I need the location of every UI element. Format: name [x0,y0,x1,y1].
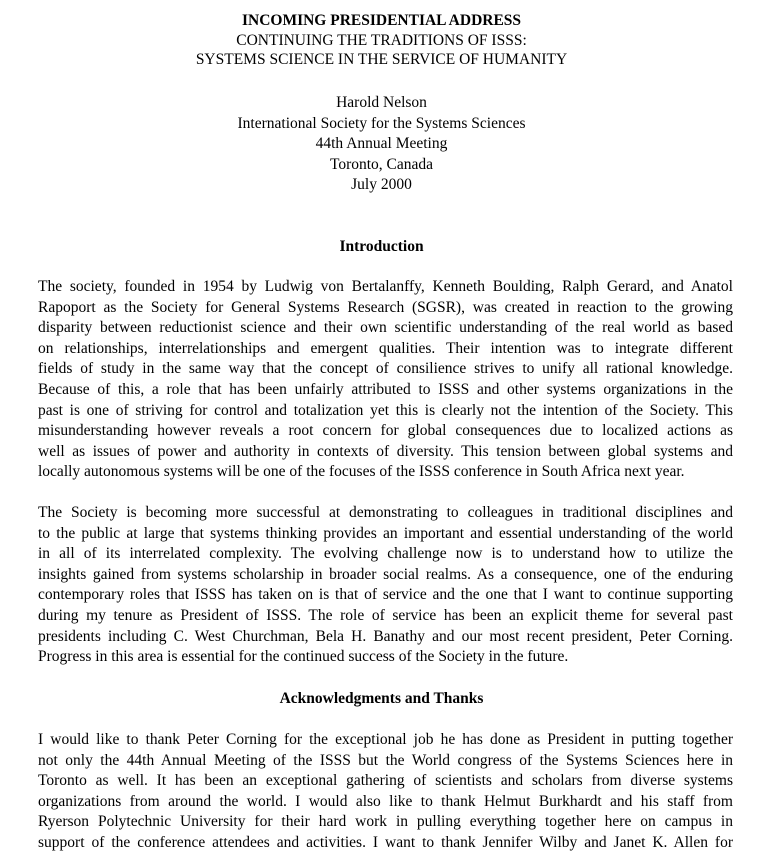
paragraph-line: fields of study in the same way that the concept of consilience strives to unify all rational knowledge. [38,360,733,378]
paragraph-line: insights gained from systems scholarship in broader social realms. As a consequence, one of the enduring [38,565,733,583]
paragraph-line: Because of this, a role that has been unfairly attributed to ISSS and other systems organizations in the [38,380,733,398]
introduction-heading: Introduction [339,238,424,255]
paragraph-line: well as issues of power and authority in contexts of diversity. This tension between global systems and [38,442,733,460]
author-organization: International Society for the Systems Sciences [237,114,526,132]
intro-paragraph-1 [38,277,733,483]
acknowledgments-paragraph-1 [38,730,733,854]
paragraph-line: I would like to thank Peter Corning for the exceptional job he has done as President in putting together [38,731,733,748]
title-line-1: INCOMING PRESIDENTIAL ADDRESS [241,12,522,29]
paragraph-line: to the public at large that systems thinking provides an important and essential understanding of the world [38,524,733,542]
paragraph-line: in all of its interrelated complexity. The evolving challenge now is to understand how to utilize the [38,545,733,563]
intro-paragraph-2 [38,503,733,668]
paragraph-line: Toronto as well. It has been an exceptional gathering of scientists and scholars from diverse systems [38,772,733,790]
meeting-date: July 2000 [351,176,412,193]
paragraph-line: locally autonomous systems will be one of the focuses of the ISSS conference in South Africa next year. [38,463,685,481]
author-name: Harold Nelson [336,94,427,111]
author-block [0,93,763,196]
meeting-name: 44th Annual Meeting [315,135,448,152]
paragraph-line: contemporary roles that ISSS has taken on is that of service and the one that I want to continue supporting [38,586,733,604]
paragraph-line: during my tenure as President of ISSS. The role of service has been an explicit theme for several past [38,606,733,624]
paragraph-line: presidents including C. West Churchman, Bela H. Banathy and our most recent president, Peter Corning. [38,627,733,645]
address-subtitle [0,31,763,70]
address-title [0,11,763,31]
paragraph-line: Ryerson Polytechnic University for their hard work in pulling everything together here on campus in [38,813,733,831]
paragraph-line: organizations from around the world. I would also like to thank Helmut Burkhardt and his staff from [38,792,733,810]
paragraph-line: Progress in this area is essential for the continued success of the Society in the future. [38,648,569,666]
acknowledgments-heading: Acknowledgments and Thanks [279,690,484,707]
title-line-3: SYSTEMS SCIENCE IN THE SERVICE OF HUMANITY [195,51,568,68]
paragraph-line: misunderstanding however reveals a root concern for global consequences due to localized actions as [38,422,733,440]
paragraph-line: on relationships, interrelationships and emergent qualities. Their intention was to integrate different [38,339,733,357]
title-line-2: CONTINUING THE TRADITIONS OF ISSS: [236,31,527,49]
paragraph-line: Rapoport as the Society for General Systems Research (SGSR), was created in reaction to the growing [38,298,733,316]
paragraph-line: not only the 44th Annual Meeting of the ISSS but the World congress of the Systems Sciences here in [38,751,733,769]
paragraph-line: support of the conference attendees and activities. I want to thank Jennifer Wilby and Janet K. Allen for [38,833,733,851]
paragraph-line: The society, founded in 1954 by Ludwig von Bertalanffy, Kenneth Boulding, Ralph Gerard, and Anatol [38,278,733,295]
meeting-location: Toronto, Canada [329,155,434,173]
paragraph-line: The Society is becoming more successful at demonstrating to colleagues in traditional disciplines and [38,504,733,521]
paragraph-line: disparity between reductionist science and their own scientific understanding of the real world as based [38,319,733,337]
paragraph-line: past is one of striving for control and totalization yet this is clearly not the intention of the Society. This [38,401,733,419]
